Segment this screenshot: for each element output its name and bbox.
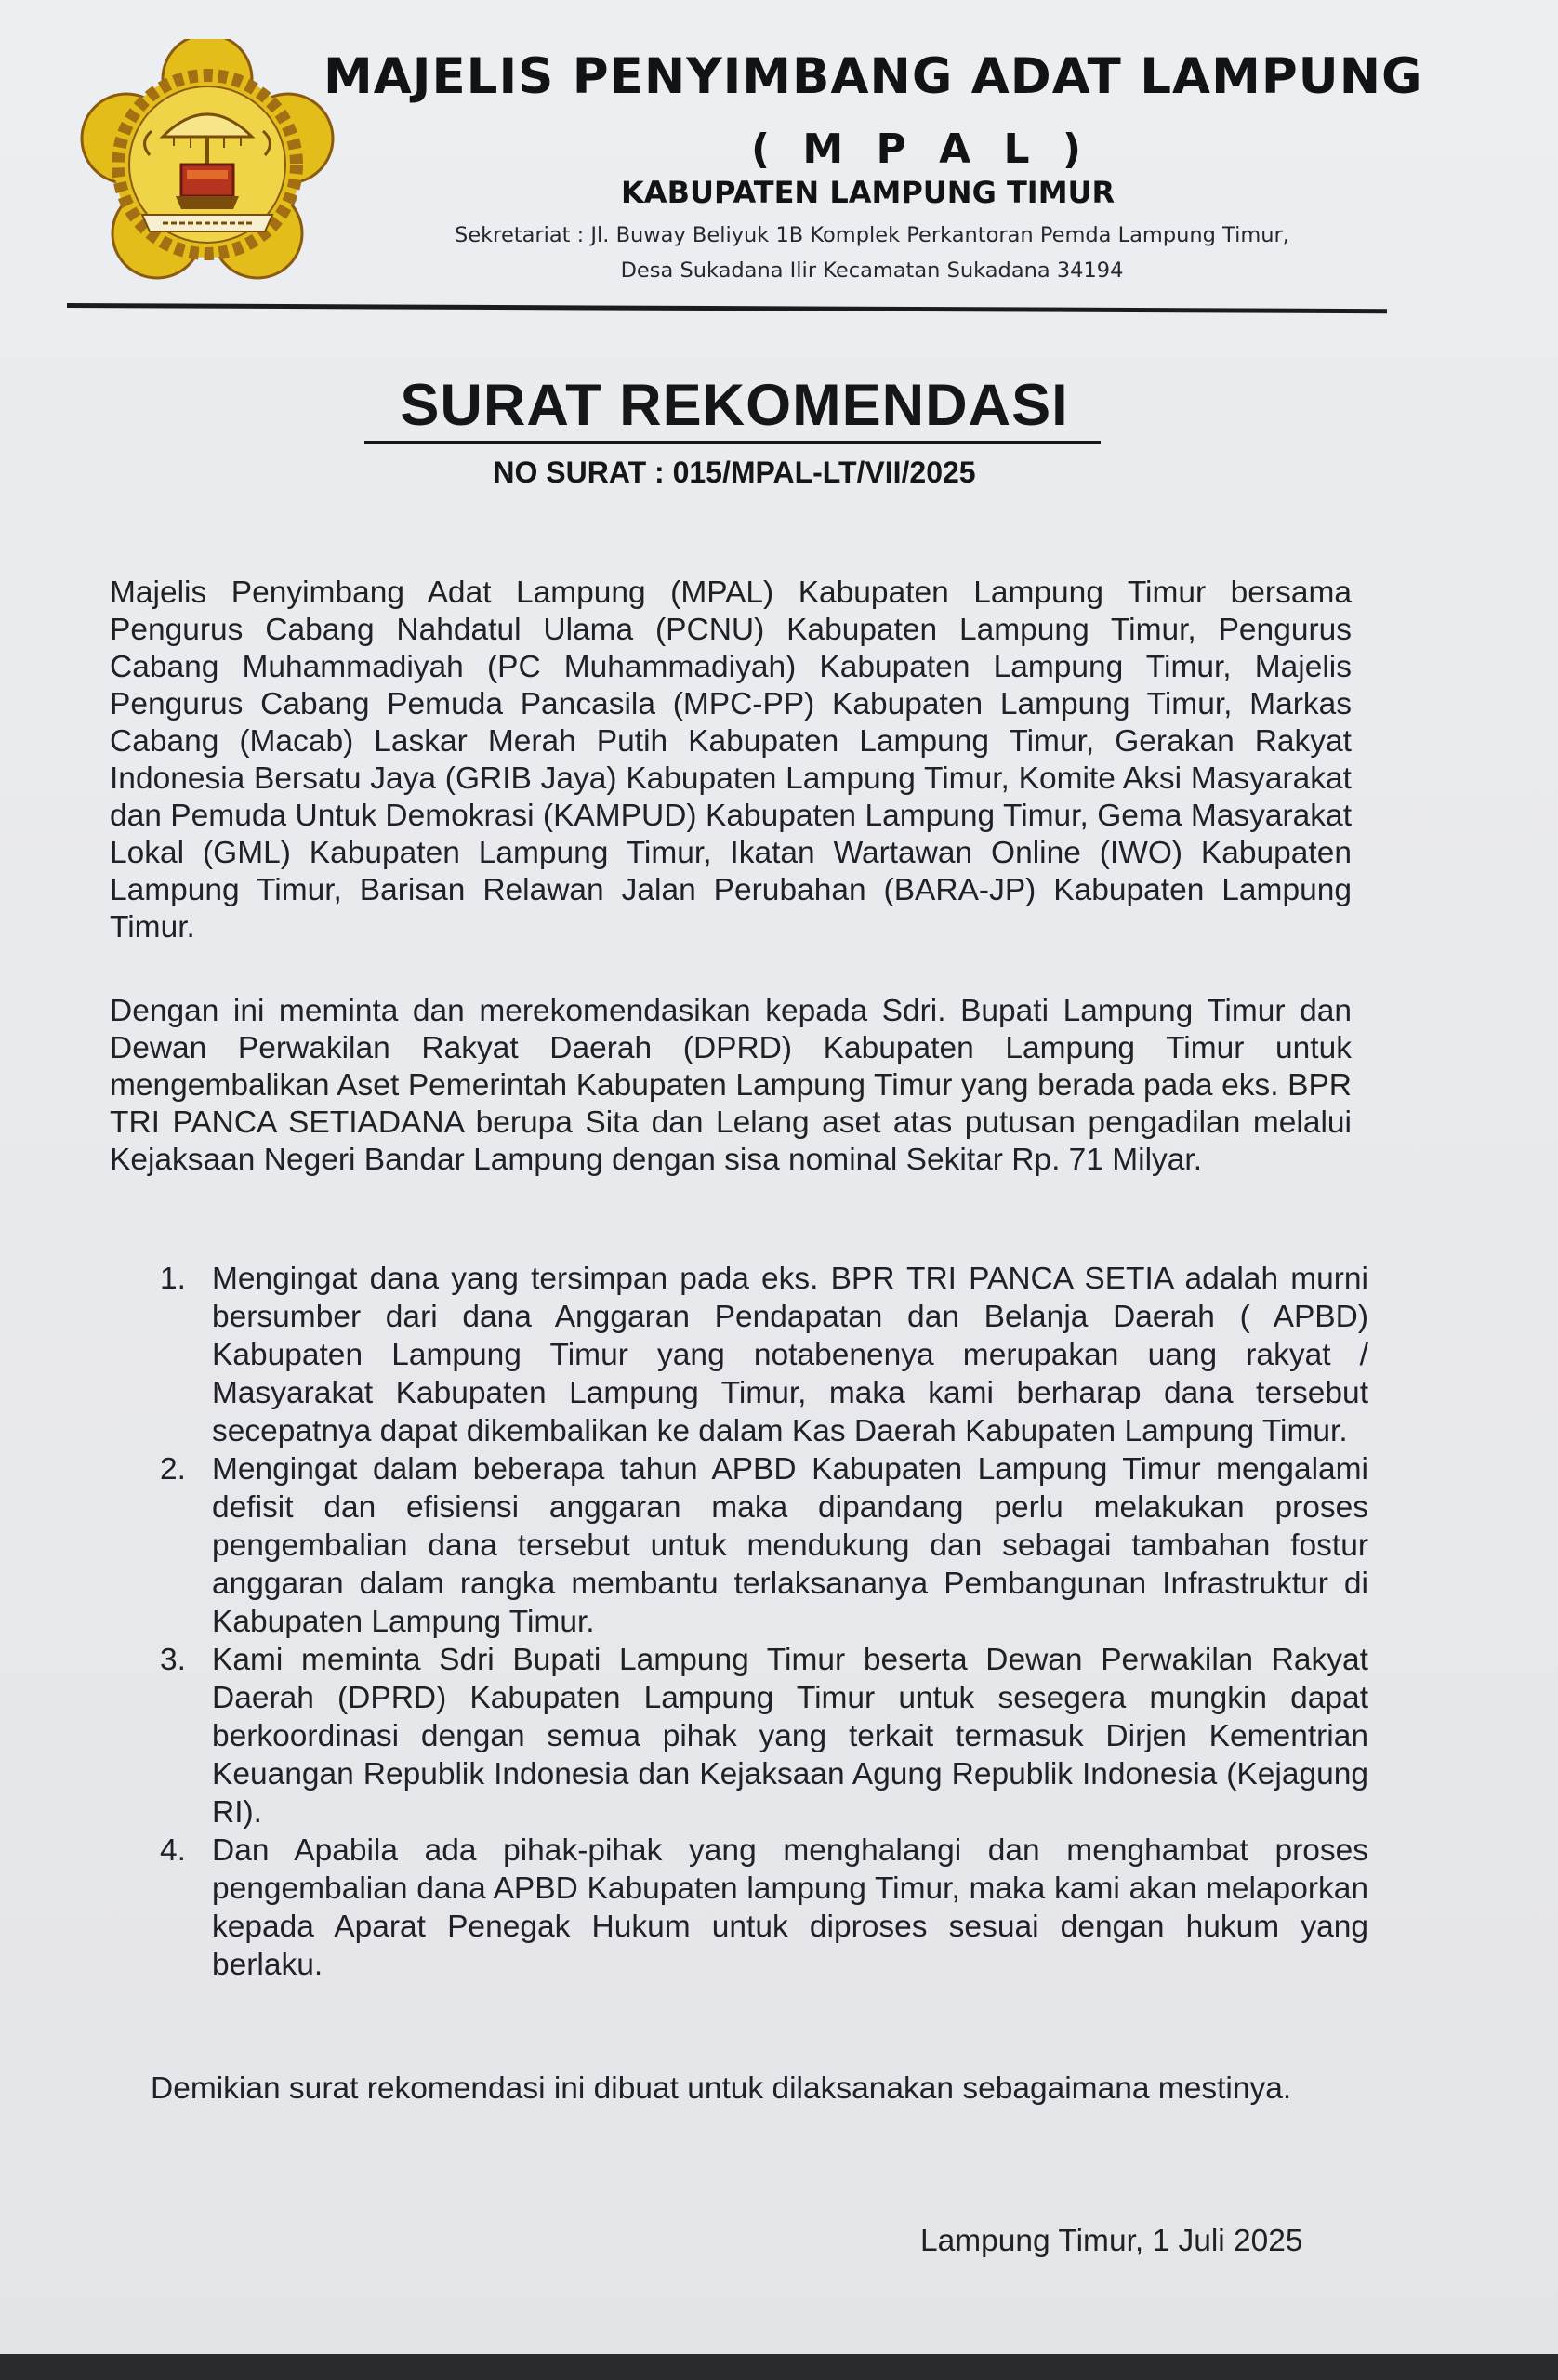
place-and-date: Lampung Timur, 1 Juli 2025 [920, 2224, 1303, 2258]
photo-bottom-edge [0, 2354, 1558, 2380]
list-item-number: 3. [160, 1643, 186, 1677]
secretariat-address [398, 218, 1346, 288]
address-line-1: Sekretariat : Jl. Buway Beliyuk 1B Komplek Perkantoran Pemda Lampung Timur, [455, 223, 1289, 247]
list-item-text: Dan Apabila ada pihak-pihak yang menghalangi dan menghambat proses pengembalian dana APBD Kabupaten lampung Timur, maka kami akan melaporkan kepada Aparat Penegak Hukum untuk diproses sesuai dengan hukum yang berlaku. [212, 1833, 1368, 1982]
list-item [110, 1831, 1368, 1984]
list-item-text: Mengingat dana yang tersimpan pada eks. BPR TRI PANCA SETIA adalah murni bersumber dari dana Anggaran Pendapatan dan Belanja Daerah ( APBD) Kabupaten Lampung Timur yang notabenenya merupakan uang rakyat / Masyarakat Kabupaten Lampung Timur, maka kami berharap dana tersebut secepatnya dapat dikembalikan ke dalam Kas Daerah Kabupaten Lampung Timur. [212, 1262, 1368, 1448]
list-item [110, 1260, 1368, 1450]
request-paragraph: Dengan ini meminta dan merekomendasikan kepada Sdri. Bupati Lampung Timur dan Dewan Perwakilan Rakyat Daerah (DPRD) Kabupaten Lampung Timur untuk mengembalikan Aset Pemerintah Kabupaten Lampung Timur yang berada pada eks. BPR TRI PANCA SETIADANA berupa Sita dan Lelang aset atas putusan pengadilan melalui Kejaksaan Negeri Bandar Lampung dengan sisa nominal Sekitar Rp. 71 Milyar. [110, 994, 1352, 1177]
list-item-text: Mengingat dalam beberapa tahun APBD Kabupaten Lampung Timur mengalami defisit dan efisiensi anggaran maka dipandang perlu melakukan proses pengembalian dana tersebut untuk mendukung dan sebagai tambahan fostur anggaran dalam rangka membantu terlaksananya Pembangunan Infrastruktur di Kabupaten Lampung Timur. [212, 1452, 1368, 1639]
organization-abbreviation: ( M P A L ) [751, 126, 1090, 173]
list-item [110, 1450, 1368, 1641]
title-underline [364, 441, 1101, 444]
list-item-number: 2. [160, 1452, 186, 1487]
list-item [110, 1641, 1368, 1831]
organization-name: MAJELIS PENYIMBANG ADAT LAMPUNG [323, 48, 1423, 105]
letterhead-divider [67, 303, 1387, 313]
address-line-2: Desa Sukadana Ilir Kecamatan Sukadana 34194 [620, 258, 1124, 283]
mpal-emblem-icon [73, 39, 342, 290]
list-item-number: 1. [160, 1262, 186, 1296]
recommendation-list [110, 1260, 1368, 1984]
list-item-number: 4. [160, 1833, 186, 1868]
organization-region: KABUPATEN LAMPUNG TIMUR [621, 175, 1116, 210]
opening-paragraph: Majelis Penyimbang Adat Lampung (MPAL) Kabupaten Lampung Timur bersama Pengurus Cabang Nahdatul Ulama (PCNU) Kabupaten Lampung Timur, Pengurus Cabang Muhammadiyah (PC Muhammadiyah) Kabupaten Lampung Timur, Majelis Pengurus Cabang Pemuda Pancasila (MPC-PP) Kabupaten Lampung Timur, Markas Cabang (Macab) Laskar Merah Putih Kabupaten Lampung Timur, Gerakan Rakyat Indonesia Bersatu Jaya (GRIB Jaya) Kabupaten Lampung Timur, Komite Aksi Masyarakat dan Pemuda Untuk Demokrasi (KAMPUD) Kabupaten Lampung Timur, Gema Masyarakat Lokal (GML) Kabupaten Lampung Timur, Ikatan Wartawan Online (IWO) Kabupaten Lampung Timur, Barisan Relawan Jalan Perubahan (BARA-JP) Kabupaten Lampung Timur. [110, 575, 1352, 945]
document-title: SURAT REKOMENDASI [400, 373, 1069, 438]
list-item-text: Kami meminta Sdri Bupati Lampung Timur beserta Dewan Perwakilan Rakyat Daerah (DPRD) Kabupaten Lampung Timur untuk sesegera mungkin dapat berkoordinasi dengan semua pihak yang terkait termasuk Dirjen Kementrian Keuangan Republik Indonesia dan Kejaksaan Agung Republik Indonesia (Kejagung RI). [212, 1643, 1368, 1830]
closing-statement: Demikian surat rekomendasi ini dibuat untuk dilaksanakan sebagaimana mestinya. [151, 2071, 1292, 2106]
document-number: NO SURAT : 015/MPAL-LT/VII/2025 [493, 456, 976, 489]
